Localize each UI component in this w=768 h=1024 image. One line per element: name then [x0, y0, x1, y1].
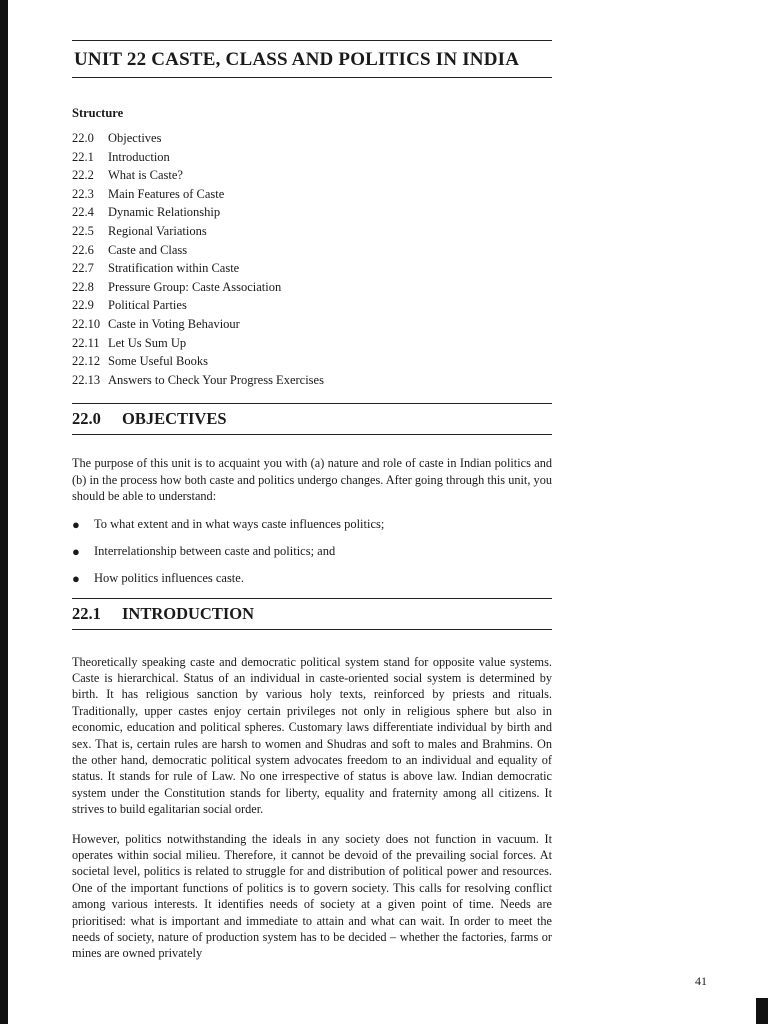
- toc-item: [72, 129, 552, 148]
- toc-item-number: 22.9: [72, 298, 94, 313]
- scan-corner-mark: [756, 998, 768, 1024]
- toc-item: [72, 371, 552, 390]
- toc-item: [72, 278, 552, 297]
- bullet-dot-icon: ●: [72, 516, 80, 532]
- toc-item-title: Stratification within Caste: [108, 261, 240, 276]
- toc-item-number: 22.10: [72, 316, 101, 331]
- toc-item-title: Regional Variations: [108, 223, 207, 238]
- toc-item-number: 22.7: [72, 261, 94, 276]
- toc-item: [72, 241, 552, 260]
- toc-item-title: Dynamic Relationship: [108, 205, 221, 220]
- toc-item-title: Pressure Group: Caste Association: [108, 279, 282, 294]
- introduction-paragraph-1: Theoretically speaking caste and democratic political system stand for opposite value systems. Caste is hierarchical. Status of an individual in caste-oriented social system is determined by birth. It has religious sanction by various holy texts, reinforced by priests and rituals. Traditionally, upper castes enjoy certain privileges not only in religious sphere but also in economic, education and political spheres. Customary laws differentiate individual by birth and sex. That is, certain rules are harsh to women and Shudras and soft to males and Brahmins. On the other hand, democratic political system advocates freedom to an individual and equality of status. It stands for rule of Law. No one irrespective of status is above law. Indian democratic system under the Constitution stands for liberty, equality and fraternity among all citizens. It strives to build egalitarian social order.: [72, 654, 552, 817]
- toc-item-number: 22.4: [72, 205, 94, 220]
- toc-item-number: 22.11: [72, 335, 100, 350]
- toc-item-number: 22.5: [72, 223, 94, 238]
- toc-item: [72, 203, 552, 222]
- title-top-rule: [72, 40, 552, 41]
- toc-item-number: 22.3: [72, 186, 94, 201]
- toc-item-number: 22.0: [72, 131, 94, 145]
- toc-item: [72, 185, 552, 204]
- objective-bullet-text: Interrelationship between caste and politics; and: [94, 543, 336, 558]
- toc-item-title: Caste in Voting Behaviour: [108, 316, 240, 331]
- objectives-number: 22.0: [72, 409, 101, 429]
- introduction-heading: [72, 599, 552, 630]
- objective-bullet-text: To what extent and in what ways caste influences politics;: [94, 516, 385, 531]
- introduction-section: [72, 598, 552, 962]
- toc-item-number: 22.2: [72, 168, 94, 183]
- toc-item-number: 22.13: [72, 372, 101, 387]
- document-page: [72, 40, 552, 962]
- toc-item: [72, 222, 552, 241]
- bullet-dot-icon: ●: [72, 543, 80, 559]
- toc-item: [72, 259, 552, 278]
- toc-item-number: 22.12: [72, 354, 101, 369]
- objectives-section: [72, 403, 552, 586]
- objectives-title: OBJECTIVES: [122, 409, 227, 429]
- toc-item: [72, 166, 552, 185]
- objective-bullet: [72, 544, 552, 560]
- toc-item: [72, 315, 552, 334]
- toc-item-title: What is Caste?: [108, 168, 183, 183]
- objective-bullet: [72, 517, 552, 533]
- objectives-intro: The purpose of this unit is to acquaint you with (a) nature and role of caste in Indian politics and (b) in the process how both caste and politics undergo changes. After going through this unit, you should be able to understand:: [72, 456, 552, 504]
- toc-item-number: 22.1: [72, 149, 94, 164]
- toc-item: [72, 352, 552, 371]
- toc-item-title: Objectives: [108, 131, 162, 145]
- objective-bullet-text: How politics influences caste.: [94, 570, 244, 585]
- toc-item-title: Answers to Check Your Progress Exercises: [108, 372, 324, 387]
- table-of-contents: [72, 129, 552, 389]
- toc-item: [72, 334, 552, 353]
- structure-label: Structure: [72, 106, 124, 120]
- toc-item-title: Caste and Class: [108, 242, 188, 257]
- objectives-heading: [72, 404, 552, 435]
- toc-item-title: Political Parties: [108, 298, 187, 313]
- objective-bullet: [72, 571, 552, 587]
- unit-title: UNIT 22 CASTE, CLASS AND POLITICS IN INDIA: [74, 49, 520, 70]
- bullet-dot-icon: ●: [72, 570, 80, 586]
- toc-item-title: Main Features of Caste: [108, 186, 225, 201]
- introduction-title: INTRODUCTION: [122, 603, 255, 623]
- toc-item-title: Introduction: [108, 149, 170, 164]
- toc-item: [72, 148, 552, 167]
- toc-item-number: 22.8: [72, 279, 94, 294]
- page-number: 41: [695, 974, 707, 988]
- objectives-list: [72, 517, 552, 587]
- introduction-number: 22.1: [72, 603, 101, 623]
- toc-item-number: 22.6: [72, 242, 94, 257]
- title-bottom-rule: [72, 77, 552, 78]
- toc-item-title: Let Us Sum Up: [108, 335, 187, 350]
- toc-item-title: Some Useful Books: [108, 354, 208, 369]
- scan-binding-edge: [0, 0, 8, 1024]
- introduction-paragraph-2: However, politics notwithstanding the ideals in any society does not function in vacuum. It operates within social milieu. Therefore, it cannot be devoid of the prevailing social forces. At societal level, politics is related to struggle for and distribution of political power and resources. One of the important functions of politics is to govern society. This calls for resolving conflict among various interests. It identifies needs of society at a given point of time. Needs are prioritised: what is important and immediate to attain and what can wait. In order to meet the needs of society, nature of production system has to be decided – whether the factories, farms or mines are owned privately: [72, 831, 552, 961]
- toc-item: [72, 296, 552, 315]
